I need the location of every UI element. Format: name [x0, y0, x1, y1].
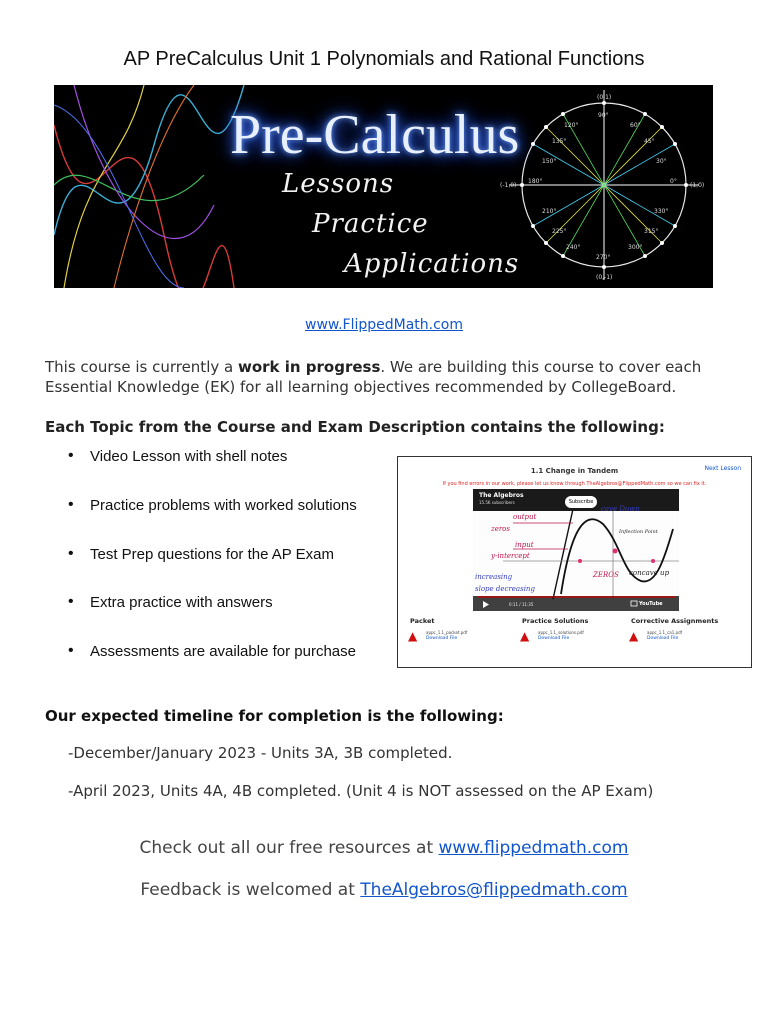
intro-text-after: . We are building this course to cover each Essential Knowledge (EK) for all learning objectives recommended by CollegeBoard.: [45, 358, 702, 396]
timeline-item: -December/January 2023 - Units 3A, 3B completed.: [68, 744, 453, 762]
download-link[interactable]: Download File: [426, 636, 458, 641]
deg-330: 330°: [654, 208, 669, 215]
deg-60: 60°: [630, 122, 641, 129]
flippedmath-link[interactable]: www.FlippedMath.com: [305, 317, 463, 333]
intro-paragraph: [45, 357, 735, 397]
banner-line-lessons: Lessons: [282, 169, 395, 199]
column-corrective-assignments: Corrective Assignments: [631, 617, 719, 625]
annot-decreasing: slope decreasing: [475, 585, 535, 593]
download-link[interactable]: Download File: [538, 636, 570, 641]
timeline-item: -April 2023, Units 4A, 4B completed. (Unit 4 is NOT assessed on the AP Exam): [68, 782, 654, 800]
list-item: • Assessments are available for purchase: [68, 643, 388, 692]
list-item: • Practice problems with worked solutions: [68, 497, 388, 546]
pdf-icon: ▲: [520, 629, 530, 643]
file-name: appc_1.1_ca1.pdf: [647, 630, 683, 635]
download-link[interactable]: Download File: [647, 636, 679, 641]
deg-300: 300°: [628, 244, 643, 251]
intro-text-before: This course is currently a: [45, 358, 238, 376]
footer-feedback-text: Feedback is welcomed at: [140, 880, 361, 900]
deg-240: 240°: [566, 244, 581, 251]
youtube-logo[interactable]: YouTube: [639, 601, 663, 607]
deg-270: 270°: [596, 254, 611, 261]
pt-top: (0,1): [597, 94, 612, 101]
footer-resources-text: Check out all our free resources at: [139, 838, 439, 858]
deg-90: 90°: [598, 112, 609, 119]
topics-list: [68, 448, 388, 692]
pdf-icon: ▲: [408, 629, 418, 643]
annot-increasing: increasing: [475, 573, 513, 581]
topics-heading: Each Topic from the Course and Exam Description contains the following:: [45, 418, 665, 436]
footer-feedback-email-link[interactable]: TheAlgebros@flippedmath.com: [360, 880, 628, 900]
annot-output: output: [513, 513, 537, 521]
deg-30: 30°: [656, 158, 667, 165]
deg-180: 180°: [528, 178, 543, 185]
banner-title: Pre-Calculus: [230, 104, 520, 166]
annot-inflection: Inflection Point: [619, 529, 658, 535]
banner-line-applications: Applications: [344, 249, 520, 279]
annot-input: input: [515, 541, 534, 549]
deg-0: 0°: [670, 178, 677, 185]
video-channel-name: The Algebros: [479, 492, 524, 499]
banner-line-practice: Practice: [312, 209, 429, 239]
deg-150: 150°: [542, 158, 557, 165]
pre-calculus-banner: [54, 85, 713, 288]
deg-210: 210°: [542, 208, 557, 215]
file-name: appc_1.1_solutions.pdf: [538, 630, 584, 635]
file-name: appc_1.1_packet.pdf: [426, 630, 468, 635]
pt-bottom: (0,-1): [596, 274, 613, 281]
footer-resources-line: [0, 838, 768, 858]
deg-225: 225°: [552, 228, 567, 235]
error-note: If you find errors in our work, please let us know through TheAlgebros@FlippedMath.com so we can fix it.: [442, 481, 707, 487]
video-player[interactable]: [473, 489, 679, 611]
deg-45: 45°: [644, 138, 655, 145]
pt-left: (-1,0): [500, 182, 517, 189]
subscribe-button[interactable]: Subscribe: [565, 496, 597, 508]
column-practice-solutions: Practice Solutions: [522, 617, 589, 625]
page-title: AP PreCalculus Unit 1 Polynomials and Rational Functions: [123, 48, 645, 70]
annot-concave-down: cave Down: [601, 505, 640, 513]
lesson-page-screenshot: [397, 456, 752, 668]
list-item: • Video Lesson with shell notes: [68, 448, 388, 497]
list-item: • Test Prep questions for the AP Exam: [68, 546, 388, 595]
video-subscriber-count: 15.5K subscribers: [479, 500, 515, 505]
deg-315: 315°: [644, 228, 659, 235]
deg-135: 135°: [552, 138, 567, 145]
timeline-heading: Our expected timeline for completion is the following:: [45, 707, 504, 725]
annot-y-intercept: y-intercept: [491, 552, 530, 560]
list-item: • Extra practice with answers: [68, 594, 388, 643]
annot-zeros: zeros: [491, 525, 510, 533]
video-timestamp: 0:11 / 11:35: [509, 602, 534, 607]
deg-120: 120°: [564, 122, 579, 129]
column-packet: Packet: [410, 617, 435, 625]
annot-zeros-graph: ZEROS: [593, 571, 619, 579]
lesson-title: 1.1 Change in Tandem: [530, 467, 619, 475]
intro-bold: work in progress: [237, 358, 381, 376]
next-lesson-link[interactable]: Next Lesson: [704, 465, 741, 472]
footer-resources-link[interactable]: www.flippedmath.com: [438, 838, 629, 858]
pdf-icon: ▲: [629, 629, 639, 643]
pt-right: (1,0): [690, 182, 705, 189]
footer-feedback-line: [0, 880, 768, 900]
annot-concave-up: concave up: [629, 569, 670, 577]
